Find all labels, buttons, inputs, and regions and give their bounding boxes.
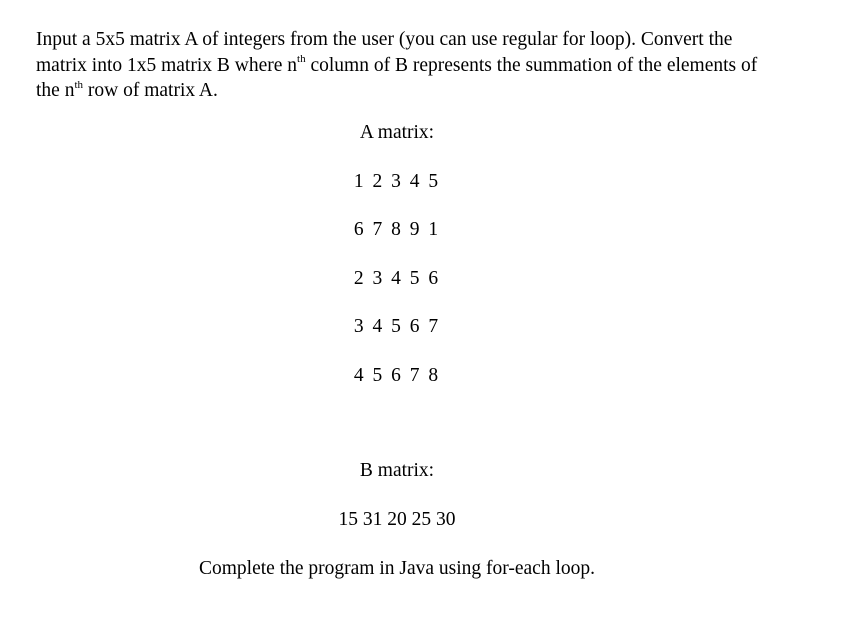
statement-line-1: Input a 5x5 matrix A of integers from the user (you can use regular for loop). Convert the: [36, 29, 733, 50]
problem-statement: [36, 27, 826, 104]
matrix-a-row-1: 1 2 3 4 5: [353, 171, 441, 192]
matrix-a-row-3: 2 3 4 5 6: [353, 268, 441, 289]
statement-line-3-start: the n: [36, 80, 75, 101]
matrix-a-row-4: 3 4 5 6 7: [353, 316, 441, 337]
superscript-th: th: [74, 78, 84, 91]
superscript-th: th: [297, 53, 306, 65]
matrix-b-values: 15 31 20 25 30: [338, 509, 456, 530]
instruction-text: Complete the program in Java using for-each loop.: [199, 558, 595, 579]
statement-line-2: [36, 53, 826, 79]
statement-line-3-end: row of matrix A.: [83, 80, 218, 101]
matrix-b-label: B matrix:: [359, 460, 435, 481]
matrix-a-row-2: 6 7 8 9 1: [353, 219, 441, 240]
matrix-a-label: A matrix:: [359, 122, 435, 143]
matrix-a-row-5: 4 5 6 7 8: [353, 365, 441, 386]
statement-line-3: [36, 78, 826, 104]
statement-line-2-end: column of B represents the summation of the elements of: [305, 54, 758, 76]
statement-line-2-start: matrix into 1x5 matrix B where n: [36, 54, 298, 76]
